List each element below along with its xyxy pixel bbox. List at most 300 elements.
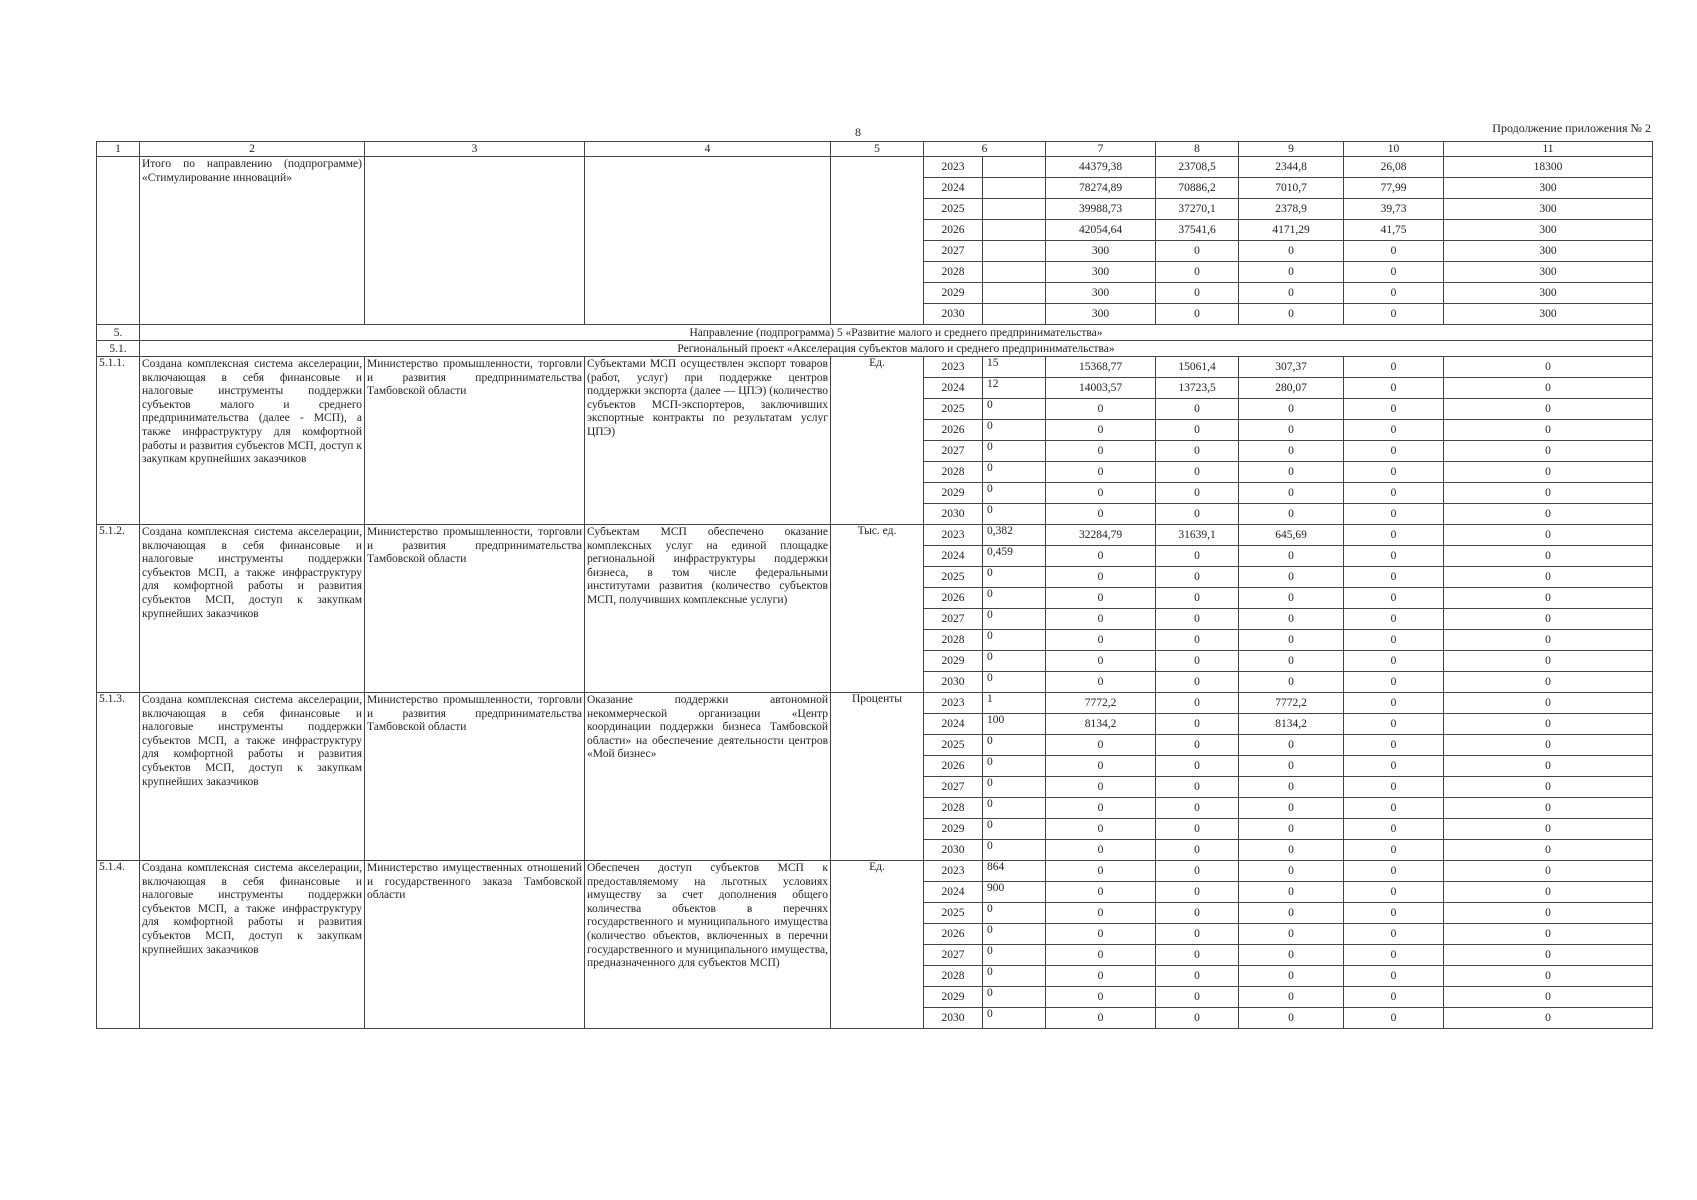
value-cell: 78274,89 xyxy=(1046,178,1156,199)
value-cell: 14003,57 xyxy=(1046,378,1156,399)
item-description: Создана комплексная система акселерации, включающая в себя финансовые и налоговые инструменты поддержки субъектов малого и среднего предпринимательства (далее - МСП), а также инфраструктуру для комфортной работы и развития субъектов МСП, доступ к закупкам крупнейших заказчиков xyxy=(140,357,365,525)
item-number: 5.1.2. xyxy=(97,525,140,693)
item-result: Субъектами МСП осуществлен экспорт товаров (работ, услуг) при поддержке центров поддержки экспорта (далее — ЦПЭ) (количество субъектов МСП-экспортеров, заключивших экспортные контракты по результатам услуг ЦПЭ) xyxy=(585,357,831,525)
value-cell: 0 xyxy=(1239,504,1344,525)
value-cell: 0 xyxy=(983,672,1046,693)
item-number: 5.1.3. xyxy=(97,693,140,861)
totals-title: Итого по направлению (подпрограмме) «Стимулирование инноваций» xyxy=(140,157,365,325)
value-cell: 300 xyxy=(1444,283,1653,304)
value-cell: 8134,2 xyxy=(1046,714,1156,735)
year-cell: 2029 xyxy=(924,483,983,504)
value-cell: 0 xyxy=(1239,441,1344,462)
year-cell: 2023 xyxy=(924,693,983,714)
value-cell: 4171,29 xyxy=(1239,220,1344,241)
value-cell: 0 xyxy=(1444,630,1653,651)
value-cell: 0 xyxy=(1046,840,1156,861)
value-cell: 0 xyxy=(1444,420,1653,441)
value-cell xyxy=(983,262,1046,283)
value-cell: 0 xyxy=(1046,861,1156,882)
value-cell: 0 xyxy=(1344,462,1444,483)
value-cell: 0 xyxy=(1344,1008,1444,1029)
value-cell: 0 xyxy=(983,840,1046,861)
value-cell: 0 xyxy=(1156,672,1239,693)
value-cell: 0 xyxy=(1239,546,1344,567)
year-cell: 2028 xyxy=(924,630,983,651)
value-cell: 0 xyxy=(1156,882,1239,903)
value-cell: 15061,4 xyxy=(1156,357,1239,378)
item-number: 5.1.4. xyxy=(97,861,140,1029)
value-cell: 0 xyxy=(1046,609,1156,630)
year-cell: 2030 xyxy=(924,504,983,525)
value-cell: 0 xyxy=(1046,420,1156,441)
value-cell: 0 xyxy=(1444,672,1653,693)
value-cell: 0 xyxy=(1239,262,1344,283)
value-cell: 300 xyxy=(1444,178,1653,199)
value-cell: 0 xyxy=(983,987,1046,1008)
value-cell: 0 xyxy=(1344,819,1444,840)
value-cell: 39988,73 xyxy=(1046,199,1156,220)
value-cell: 0 xyxy=(1046,483,1156,504)
value-cell: 0 xyxy=(1344,567,1444,588)
value-cell: 0 xyxy=(1444,546,1653,567)
value-cell: 0 xyxy=(1344,693,1444,714)
item-unit: Ед. xyxy=(831,861,924,1029)
value-cell: 0 xyxy=(1239,588,1344,609)
value-cell: 0 xyxy=(1444,840,1653,861)
value-cell: 15368,77 xyxy=(1046,357,1156,378)
item-description: Создана комплексная система акселерации, включающая в себя финансовые и налоговые инструменты поддержки субъектов МСП, а также инфраструктуру для комфортной работы и развития субъектов МСП, доступ к закупкам крупнейших заказчиков xyxy=(140,861,365,1029)
value-cell: 0 xyxy=(1046,945,1156,966)
value-cell: 23708,5 xyxy=(1156,157,1239,178)
year-cell: 2029 xyxy=(924,987,983,1008)
value-cell: 0 xyxy=(1444,1008,1653,1029)
value-cell: 0 xyxy=(1046,441,1156,462)
item-unit: Ед. xyxy=(831,357,924,525)
value-cell: 0 xyxy=(1239,1008,1344,1029)
year-cell: 2029 xyxy=(924,283,983,304)
value-cell: 0 xyxy=(1344,483,1444,504)
year-cell: 2025 xyxy=(924,903,983,924)
value-cell: 0 xyxy=(1344,840,1444,861)
item-description: Создана комплексная система акселерации, включающая в себя финансовые и налоговые инструменты поддержки субъектов МСП, а также инфраструктуру для комфортной работы и развития субъектов МСП, доступ к закупкам крупнейших заказчиков xyxy=(140,525,365,693)
year-cell: 2025 xyxy=(924,399,983,420)
section-title: Региональный проект «Акселерация субъектов малого и среднего предпринимательства» xyxy=(140,341,1653,357)
value-cell: 0 xyxy=(1344,420,1444,441)
value-cell xyxy=(983,241,1046,262)
value-cell: 0 xyxy=(1239,630,1344,651)
value-cell: 0 xyxy=(1156,630,1239,651)
column-header: 4 xyxy=(585,142,831,157)
value-cell: 0 xyxy=(1156,420,1239,441)
table-row xyxy=(97,525,1653,546)
value-cell: 0 xyxy=(1156,483,1239,504)
value-cell: 0 xyxy=(1156,304,1239,325)
value-cell: 0 xyxy=(983,441,1046,462)
row-number-cell xyxy=(97,157,140,325)
year-cell: 2023 xyxy=(924,525,983,546)
value-cell: 37270,1 xyxy=(1156,199,1239,220)
value-cell: 0 xyxy=(1046,630,1156,651)
value-cell: 0 xyxy=(1444,861,1653,882)
value-cell: 42054,64 xyxy=(1046,220,1156,241)
value-cell: 0 xyxy=(983,735,1046,756)
value-cell: 0 xyxy=(1344,241,1444,262)
year-cell: 2026 xyxy=(924,588,983,609)
value-cell: 0 xyxy=(1444,399,1653,420)
year-cell: 2026 xyxy=(924,420,983,441)
value-cell: 0 xyxy=(983,588,1046,609)
value-cell: 0 xyxy=(1156,546,1239,567)
value-cell: 0 xyxy=(1156,756,1239,777)
value-cell: 1 xyxy=(983,693,1046,714)
value-cell: 0 xyxy=(1156,735,1239,756)
value-cell: 0 xyxy=(983,945,1046,966)
value-cell: 13723,5 xyxy=(1156,378,1239,399)
value-cell: 0 xyxy=(1344,861,1444,882)
value-cell: 0 xyxy=(983,399,1046,420)
year-cell: 2024 xyxy=(924,378,983,399)
value-cell: 0 xyxy=(1444,693,1653,714)
value-cell: 0 xyxy=(1046,567,1156,588)
value-cell: 0 xyxy=(983,924,1046,945)
value-cell: 0 xyxy=(1046,588,1156,609)
value-cell: 0 xyxy=(1156,1008,1239,1029)
value-cell: 0 xyxy=(1344,882,1444,903)
value-cell: 0 xyxy=(1046,777,1156,798)
year-cell: 2024 xyxy=(924,546,983,567)
item-executor: Министерство промышленности, торговли и развития предпринимательства Тамбовской области xyxy=(365,525,585,693)
value-cell: 0 xyxy=(1344,504,1444,525)
value-cell: 7772,2 xyxy=(1046,693,1156,714)
column-header: 5 xyxy=(831,142,924,157)
value-cell: 41,75 xyxy=(1344,220,1444,241)
value-cell: 0 xyxy=(1156,777,1239,798)
value-cell: 2344,8 xyxy=(1239,157,1344,178)
value-cell: 0 xyxy=(1344,357,1444,378)
value-cell xyxy=(983,178,1046,199)
value-cell xyxy=(983,283,1046,304)
value-cell: 0 xyxy=(1239,819,1344,840)
year-cell: 2028 xyxy=(924,462,983,483)
table-row xyxy=(97,861,1653,882)
executor-cell xyxy=(365,157,585,325)
value-cell: 300 xyxy=(1444,304,1653,325)
value-cell: 0 xyxy=(1444,903,1653,924)
year-cell: 2023 xyxy=(924,157,983,178)
value-cell: 300 xyxy=(1046,262,1156,283)
value-cell: 0 xyxy=(1239,609,1344,630)
value-cell xyxy=(983,304,1046,325)
table-row xyxy=(97,357,1653,378)
result-cell xyxy=(585,157,831,325)
value-cell: 0 xyxy=(1444,924,1653,945)
value-cell xyxy=(983,157,1046,178)
value-cell: 0 xyxy=(1156,987,1239,1008)
value-cell: 900 xyxy=(983,882,1046,903)
value-cell: 645,69 xyxy=(1239,525,1344,546)
value-cell: 0 xyxy=(1444,966,1653,987)
year-cell: 2028 xyxy=(924,966,983,987)
column-header: 11 xyxy=(1444,142,1653,157)
value-cell: 0 xyxy=(983,651,1046,672)
value-cell: 0 xyxy=(1344,304,1444,325)
value-cell: 0 xyxy=(1344,672,1444,693)
value-cell: 0 xyxy=(1444,357,1653,378)
value-cell: 0 xyxy=(1239,304,1344,325)
value-cell: 0 xyxy=(1239,882,1344,903)
value-cell: 0 xyxy=(1156,966,1239,987)
value-cell: 300 xyxy=(1046,283,1156,304)
value-cell xyxy=(983,220,1046,241)
year-cell: 2027 xyxy=(924,441,983,462)
table-row xyxy=(97,157,1653,178)
value-cell: 0 xyxy=(1344,777,1444,798)
value-cell: 0 xyxy=(1046,966,1156,987)
column-header: 7 xyxy=(1046,142,1156,157)
value-cell: 0 xyxy=(1156,609,1239,630)
value-cell: 0 xyxy=(1444,945,1653,966)
value-cell: 0 xyxy=(1046,504,1156,525)
value-cell: 0 xyxy=(983,903,1046,924)
value-cell: 0 xyxy=(983,483,1046,504)
year-cell: 2028 xyxy=(924,262,983,283)
unit-cell xyxy=(831,157,924,325)
value-cell: 0 xyxy=(1344,378,1444,399)
year-cell: 2029 xyxy=(924,651,983,672)
value-cell: 0 xyxy=(1239,399,1344,420)
value-cell: 0 xyxy=(1156,945,1239,966)
value-cell: 0 xyxy=(1444,525,1653,546)
item-result: Субъектам МСП обеспечено оказание комплексных услуг на единой площадке региональной инфраструктуры поддержки бизнеса, в том числе федеральными институтами развития (количество субъектов МСП, получивших комплексные услуги) xyxy=(585,525,831,693)
value-cell: 0 xyxy=(1156,567,1239,588)
value-cell: 31639,1 xyxy=(1156,525,1239,546)
year-cell: 2026 xyxy=(924,924,983,945)
value-cell: 0 xyxy=(1046,462,1156,483)
section-row xyxy=(97,325,1653,341)
value-cell: 0 xyxy=(1046,819,1156,840)
value-cell: 0 xyxy=(1156,588,1239,609)
year-cell: 2027 xyxy=(924,945,983,966)
value-cell: 0 xyxy=(1156,798,1239,819)
item-unit: Проценты xyxy=(831,693,924,861)
value-cell: 300 xyxy=(1444,241,1653,262)
value-cell: 300 xyxy=(1046,241,1156,262)
value-cell: 0 xyxy=(1444,483,1653,504)
value-cell: 0 xyxy=(1444,798,1653,819)
table-body xyxy=(97,142,1653,1029)
value-cell: 0 xyxy=(1046,987,1156,1008)
value-cell: 0 xyxy=(1444,714,1653,735)
value-cell: 280,07 xyxy=(1239,378,1344,399)
section-title: Направление (подпрограмма) 5 «Развитие малого и среднего предпринимательства» xyxy=(140,325,1653,341)
value-cell: 0 xyxy=(1239,945,1344,966)
value-cell: 0 xyxy=(1046,798,1156,819)
year-cell: 2026 xyxy=(924,220,983,241)
value-cell: 7010,7 xyxy=(1239,178,1344,199)
value-cell: 0 xyxy=(1046,672,1156,693)
column-header: 10 xyxy=(1344,142,1444,157)
value-cell: 0 xyxy=(1444,735,1653,756)
value-cell: 0 xyxy=(1344,714,1444,735)
value-cell: 100 xyxy=(983,714,1046,735)
value-cell: 0 xyxy=(1344,588,1444,609)
value-cell: 0 xyxy=(1239,735,1344,756)
value-cell: 0 xyxy=(1444,651,1653,672)
item-executor: Министерство имущественных отношений и государственного заказа Тамбовской области xyxy=(365,861,585,1029)
value-cell: 300 xyxy=(1444,262,1653,283)
column-header: 1 xyxy=(97,142,140,157)
row-number-cell: 5.1. xyxy=(97,341,140,357)
value-cell: 0 xyxy=(1046,651,1156,672)
value-cell: 0 xyxy=(1344,987,1444,1008)
value-cell: 0 xyxy=(1239,283,1344,304)
year-cell: 2027 xyxy=(924,609,983,630)
item-result: Обеспечен доступ субъектов МСП к предоставляемому на льготных условиях имуществу за счет дополнения общего количества объектов в перечнях государственного и муниципального имущества (количество объектов, включенных в перечни государственного и муниципального имущества, предназначенного для субъектов МСП) xyxy=(585,861,831,1029)
item-executor: Министерство промышленности, торговли и развития предпринимательства Тамбовской области xyxy=(365,693,585,861)
value-cell: 0 xyxy=(1444,987,1653,1008)
year-cell: 2024 xyxy=(924,714,983,735)
column-header: 2 xyxy=(140,142,365,157)
value-cell: 0 xyxy=(1156,441,1239,462)
value-cell: 0 xyxy=(1156,651,1239,672)
value-cell: 0,459 xyxy=(983,546,1046,567)
value-cell: 0 xyxy=(1444,567,1653,588)
value-cell: 0 xyxy=(1239,672,1344,693)
value-cell: 0 xyxy=(1344,651,1444,672)
value-cell: 37541,6 xyxy=(1156,220,1239,241)
value-cell: 7772,2 xyxy=(1239,693,1344,714)
value-cell: 0 xyxy=(1156,903,1239,924)
value-cell: 0 xyxy=(983,609,1046,630)
value-cell: 307,37 xyxy=(1239,357,1344,378)
value-cell: 0 xyxy=(983,504,1046,525)
value-cell: 0 xyxy=(983,819,1046,840)
value-cell: 0 xyxy=(1239,966,1344,987)
value-cell: 0 xyxy=(983,567,1046,588)
year-cell: 2024 xyxy=(924,882,983,903)
year-cell: 2028 xyxy=(924,798,983,819)
year-cell: 2030 xyxy=(924,1008,983,1029)
value-cell: 39,73 xyxy=(1344,199,1444,220)
value-cell: 0 xyxy=(1444,462,1653,483)
year-cell: 2025 xyxy=(924,199,983,220)
value-cell: 0 xyxy=(1156,462,1239,483)
value-cell: 0 xyxy=(1444,378,1653,399)
value-cell: 0 xyxy=(1239,420,1344,441)
value-cell: 0 xyxy=(1344,945,1444,966)
value-cell: 0 xyxy=(1444,504,1653,525)
column-header: 6 xyxy=(924,142,1046,157)
value-cell: 0 xyxy=(1046,399,1156,420)
value-cell: 0 xyxy=(1239,241,1344,262)
value-cell: 0 xyxy=(983,756,1046,777)
value-cell: 0 xyxy=(1239,798,1344,819)
item-description: Создана комплексная система акселерации, включающая в себя финансовые и налоговые инструменты поддержки субъектов МСП, а также инфраструктуру для комфортной работы и развития субъектов МСП, доступ к закупкам крупнейших заказчиков xyxy=(140,693,365,861)
value-cell: 0 xyxy=(1156,840,1239,861)
value-cell: 0 xyxy=(1046,882,1156,903)
year-cell: 2025 xyxy=(924,735,983,756)
value-cell: 0 xyxy=(1344,525,1444,546)
item-result: Оказание поддержки автономной некоммерческой организации «Центр координации поддержки бизнеса Тамбовской области» на обеспечение деятельности центров «Мой бизнес» xyxy=(585,693,831,861)
value-cell: 0 xyxy=(1344,283,1444,304)
value-cell: 300 xyxy=(1046,304,1156,325)
value-cell: 0 xyxy=(1239,483,1344,504)
value-cell: 44379,38 xyxy=(1046,157,1156,178)
value-cell: 0 xyxy=(1239,567,1344,588)
year-cell: 2024 xyxy=(924,178,983,199)
value-cell: 0 xyxy=(1444,609,1653,630)
value-cell: 0 xyxy=(1239,987,1344,1008)
value-cell: 0 xyxy=(1046,1008,1156,1029)
value-cell: 0 xyxy=(1156,283,1239,304)
value-cell: 0 xyxy=(1444,756,1653,777)
year-cell: 2030 xyxy=(924,304,983,325)
value-cell: 0 xyxy=(1344,609,1444,630)
value-cell: 0 xyxy=(1156,714,1239,735)
value-cell: 0 xyxy=(1239,756,1344,777)
value-cell: 0 xyxy=(1156,693,1239,714)
value-cell: 0 xyxy=(983,777,1046,798)
column-header: 3 xyxy=(365,142,585,157)
year-cell: 2027 xyxy=(924,241,983,262)
subsection-row xyxy=(97,341,1653,357)
value-cell: 2378,9 xyxy=(1239,199,1344,220)
value-cell: 0 xyxy=(983,798,1046,819)
value-cell: 0 xyxy=(1156,819,1239,840)
year-cell: 2023 xyxy=(924,357,983,378)
value-cell: 0 xyxy=(1046,756,1156,777)
value-cell: 0 xyxy=(1344,630,1444,651)
value-cell: 0 xyxy=(1444,441,1653,462)
value-cell: 0 xyxy=(983,420,1046,441)
value-cell: 0 xyxy=(983,630,1046,651)
year-cell: 2026 xyxy=(924,756,983,777)
value-cell: 0 xyxy=(1344,924,1444,945)
value-cell: 864 xyxy=(983,861,1046,882)
value-cell: 8134,2 xyxy=(1239,714,1344,735)
value-cell: 0 xyxy=(1344,903,1444,924)
value-cell: 0 xyxy=(1239,777,1344,798)
column-header: 8 xyxy=(1156,142,1239,157)
value-cell: 0 xyxy=(1344,798,1444,819)
value-cell: 0 xyxy=(1046,546,1156,567)
table-row xyxy=(97,693,1653,714)
value-cell: 0 xyxy=(1344,546,1444,567)
column-header: 9 xyxy=(1239,142,1344,157)
value-cell: 0 xyxy=(1344,756,1444,777)
value-cell: 0 xyxy=(1344,441,1444,462)
value-cell: 0 xyxy=(1156,861,1239,882)
value-cell: 18300 xyxy=(1444,157,1653,178)
value-cell: 0 xyxy=(1239,840,1344,861)
value-cell: 0,382 xyxy=(983,525,1046,546)
value-cell: 0 xyxy=(1046,735,1156,756)
value-cell: 12 xyxy=(983,378,1046,399)
row-number-cell: 5. xyxy=(97,325,140,341)
value-cell: 0 xyxy=(1239,924,1344,945)
value-cell: 300 xyxy=(1444,199,1653,220)
value-cell: 0 xyxy=(983,966,1046,987)
value-cell: 70886,2 xyxy=(1156,178,1239,199)
value-cell: 0 xyxy=(1344,735,1444,756)
value-cell: 0 xyxy=(1444,588,1653,609)
value-cell: 0 xyxy=(1156,399,1239,420)
value-cell: 0 xyxy=(1156,924,1239,945)
year-cell: 2027 xyxy=(924,777,983,798)
year-cell: 2023 xyxy=(924,861,983,882)
value-cell: 0 xyxy=(1444,777,1653,798)
year-cell: 2029 xyxy=(924,819,983,840)
